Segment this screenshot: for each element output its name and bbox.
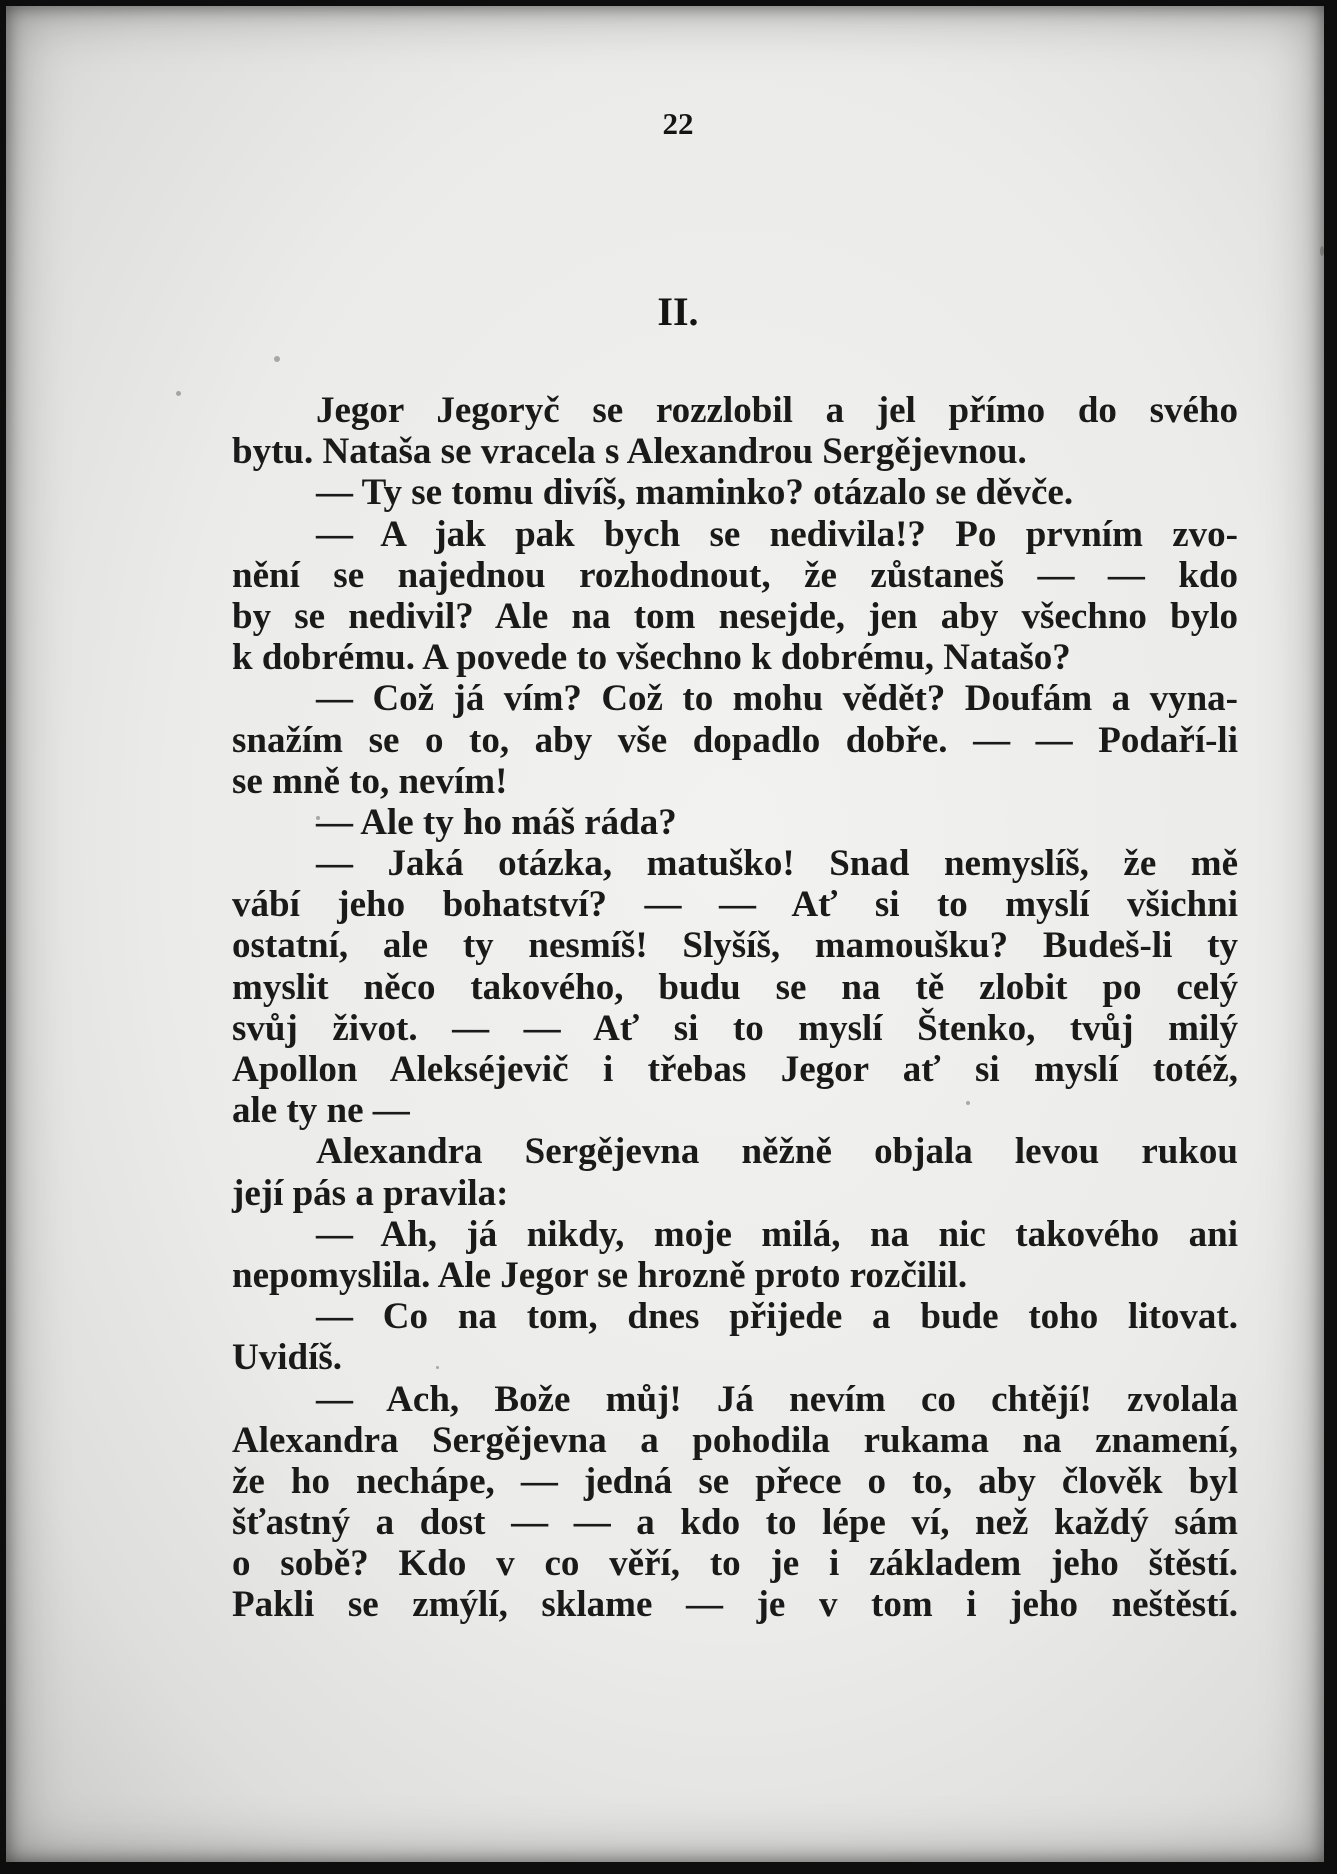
- text-line: by se nedivil? Ale na tom nesejde, jen aby všechno bylo: [232, 595, 1238, 637]
- text-line: — Ty se tomu divíš, maminko? otázalo se děvče.: [316, 472, 1074, 514]
- text-line: — Co na tom, dnes přijede a bude toho litovat.: [316, 1296, 1238, 1338]
- text-line: Uvidíš.: [232, 1337, 343, 1379]
- text-line: šťastný a dost — — a kdo to lépe ví, než každý sám: [232, 1502, 1238, 1544]
- text-line: Jegor Jegoryč se rozzlobil a jel přímo do svého: [316, 390, 1238, 431]
- dust-speck: [1320, 246, 1324, 256]
- text-line: snažím se o to, aby vše dopadlo dobře. — — Podaří-li: [232, 719, 1238, 761]
- text-line: Alexandra Sergějevna něžně objala levou rukou: [316, 1131, 1238, 1173]
- text-line: — A jak pak bych se nedivila!? Po prvním zvo-: [316, 513, 1238, 555]
- scanned-page: [6, 6, 1324, 1862]
- text-line: nění se najednou rozhodnout, že zůstaneš — — kdo: [232, 554, 1238, 596]
- chapter-title: II.: [657, 289, 699, 334]
- text-line: — Ach, Bože můj! Já nevím co chtějí! zvolala: [316, 1378, 1238, 1420]
- text-line: — Ah, já nikdy, moje milá, na nic takového ani: [316, 1213, 1238, 1255]
- text-line: — Což já vím? Což to mohu vědět? Doufám a vyna-: [316, 678, 1238, 720]
- text-line: Pakli se zmýlí, sklame — je v tom i jeho neštěstí.: [232, 1584, 1238, 1626]
- text-line: nepomyslila. Ale Jegor se hrozně proto rozčilil.: [232, 1254, 968, 1296]
- dust-speck: [176, 391, 181, 396]
- text-line: — Jaká otázka, matuško! Snad nemyslíš, že mě: [316, 843, 1238, 885]
- text-line: o sobě? Kdo v co věří, to je i základem jeho štěstí.: [232, 1543, 1238, 1585]
- text-line: ostatní, ale ty nesmíš! Slyšíš, mamoušku? Budeš-li ty: [232, 925, 1238, 967]
- text-line: ale ty ne —: [232, 1090, 410, 1132]
- text-line: svůj život. — — Ať si to myslí Štenko, tvůj milý: [232, 1007, 1238, 1049]
- body-text: [232, 390, 1238, 1626]
- text-line: myslit něco takového, budu se na tě zlobit po celý: [232, 966, 1238, 1008]
- text-line: k dobrému. A povede to všechno k dobrému, Natašo?: [232, 637, 1071, 679]
- text-line: Alexandra Sergějevna a pohodila rukama na znamení,: [232, 1419, 1238, 1461]
- text-line: se mně to, nevím!: [232, 760, 508, 802]
- text-line: bytu. Nataša se vracela s Alexandrou Sergějevnou.: [232, 431, 1027, 473]
- dust-speck: [274, 356, 280, 362]
- text-line: vábí jeho bohatství? — — Ať si to myslí všichni: [232, 884, 1238, 926]
- page-number: 22: [662, 106, 694, 141]
- text-line: Apollon Alekséjevič i třebas Jegor ať si myslí totéž,: [232, 1049, 1238, 1090]
- text-line: že ho nechápe, — jedná se přece o to, aby člověk byl: [232, 1460, 1238, 1502]
- text-line: — Ale ty ho máš ráda?: [316, 801, 677, 843]
- text-line: její pás a pravila:: [232, 1172, 509, 1214]
